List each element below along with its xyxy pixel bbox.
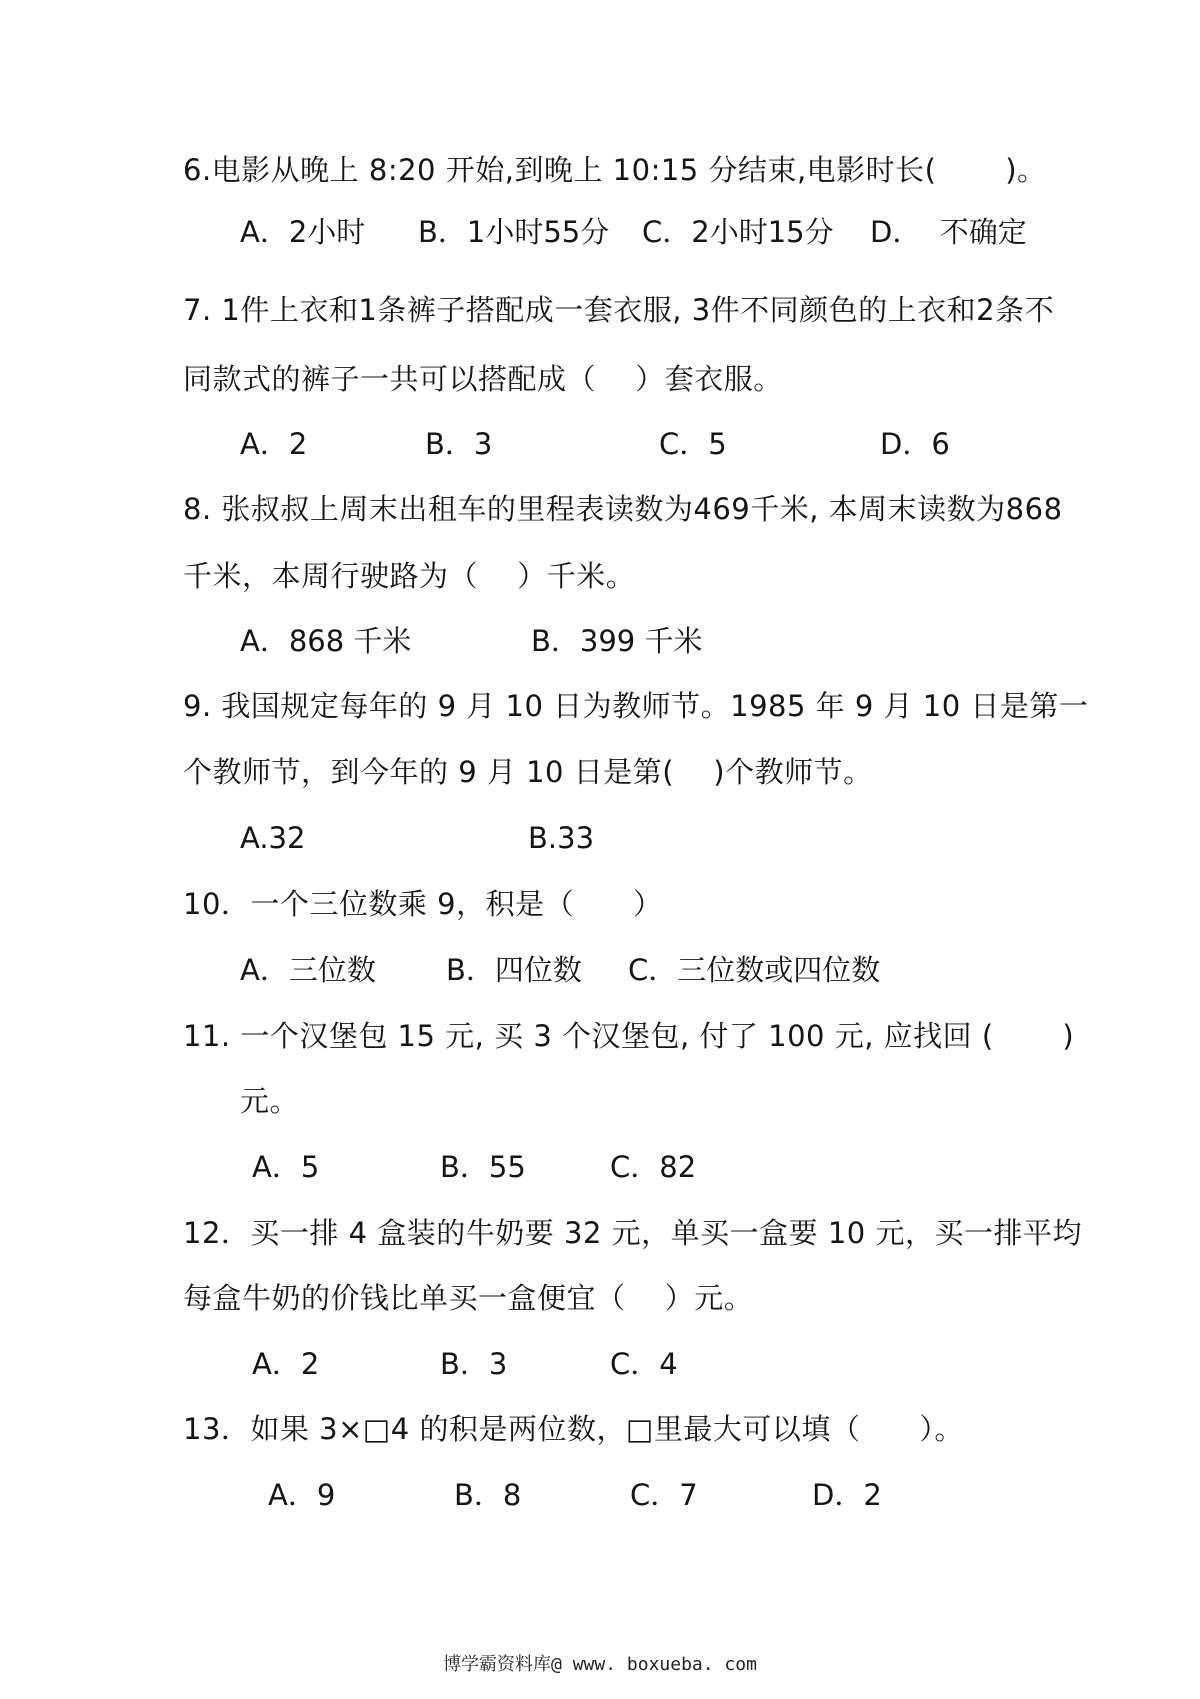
question-8-stem-line1: 8. 张叔叔上周末出租车的里程表读数为469千米, 本周末读数为868 bbox=[183, 492, 1063, 526]
question-9-stem-line1: 9. 我国规定每年的 9 月 10 日为教师节。1985 年 9 月 10 日是第一 bbox=[183, 689, 1089, 723]
footer-watermark: 博学霸资料库@ www. boxueba. com bbox=[443, 1654, 757, 1675]
question-7-option-b: B．3 bbox=[425, 427, 493, 461]
question-10-option-b: B．四位数 bbox=[446, 953, 582, 987]
question-7-stem-line1: 7. 1件上衣和1条裤子搭配成一套衣服, 3件不同颜色的上衣和2条不 bbox=[183, 293, 1055, 327]
question-12-stem-line1: 12．买一排 4 盒装的牛奶要 32 元，单买一盒要 10 元，买一排平均 bbox=[183, 1216, 1082, 1250]
question-6-option-d: D． 不确定 bbox=[870, 215, 1027, 249]
question-7-stem-line2: 同款式的裤子一共可以搭配成（ ）套衣服。 bbox=[183, 362, 783, 396]
question-12-stem-line2: 每盒牛奶的价钱比单买一盒便宜（ ）元。 bbox=[183, 1281, 754, 1315]
question-7-option-a: A．2 bbox=[240, 427, 308, 461]
question-11-stem-line2: 元。 bbox=[240, 1084, 300, 1118]
question-8-option-b: B．399 千米 bbox=[531, 624, 703, 658]
question-12-option-b: B．3 bbox=[440, 1347, 508, 1381]
question-10-stem: 10．一个三位数乘 9，积是（ ） bbox=[183, 887, 663, 921]
question-8-option-a: A．868 千米 bbox=[240, 624, 412, 658]
question-6-option-c: C．2小时15分 bbox=[642, 215, 834, 249]
question-9-stem-line2: 个教师节，到今年的 9 月 10 日是第( )个教师节。 bbox=[183, 755, 873, 789]
question-7-option-c: C．5 bbox=[659, 427, 727, 461]
question-13-option-d: D．2 bbox=[812, 1478, 882, 1512]
question-11-stem-line1: 11. 一个汉堡包 15 元, 买 3 个汉堡包, 付了 100 元, 应找回 ( ) bbox=[183, 1019, 1075, 1053]
question-11-option-c: C．82 bbox=[610, 1150, 697, 1184]
question-13-option-a: A．9 bbox=[268, 1478, 336, 1512]
question-10-option-c: C．三位数或四位数 bbox=[628, 953, 881, 987]
question-12-option-c: C．4 bbox=[610, 1347, 678, 1381]
question-7-option-d: D．6 bbox=[880, 427, 950, 461]
question-8-stem-line2: 千米，本周行驶路为（ ）千米。 bbox=[183, 559, 636, 593]
question-12-option-a: A．2 bbox=[252, 1347, 320, 1381]
question-6-stem: 6.电影从晚上 8:20 开始,到晚上 10:15 分结束,电影时长( )。 bbox=[183, 153, 1047, 187]
question-6-option-a: A．2小时 bbox=[240, 215, 366, 249]
question-11-option-b: B．55 bbox=[440, 1150, 526, 1184]
question-10-option-a: A．三位数 bbox=[240, 953, 376, 987]
question-13-option-c: C．7 bbox=[630, 1478, 698, 1512]
question-13-option-b: B．8 bbox=[454, 1478, 522, 1512]
question-9-option-a: A.32 bbox=[240, 821, 306, 855]
question-9-option-b: B.33 bbox=[528, 821, 595, 855]
question-11-option-a: A．5 bbox=[252, 1150, 320, 1184]
question-13-stem: 13．如果 3×□4 的积是两位数，□里最大可以填（ ）。 bbox=[183, 1412, 964, 1446]
question-6-option-b: B．1小时55分 bbox=[418, 215, 610, 249]
